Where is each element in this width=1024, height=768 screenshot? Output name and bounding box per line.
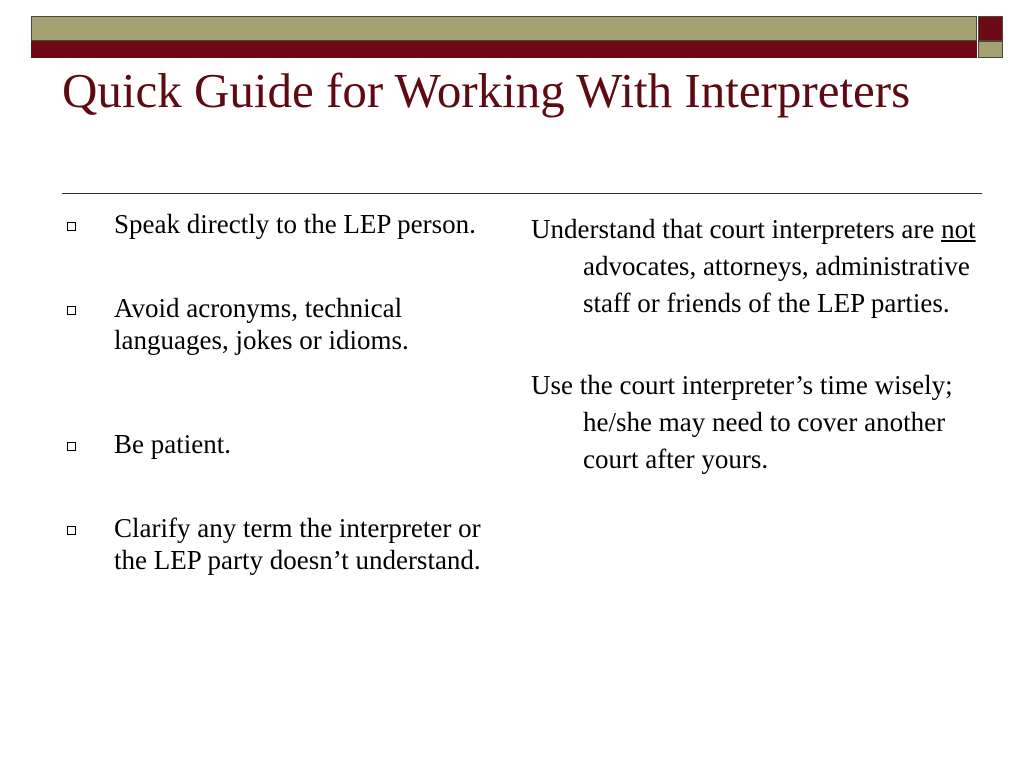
paragraph-text-start: Understand that court interpreters are — [531, 214, 942, 244]
hollow-square-bullet-icon — [67, 526, 76, 535]
court-interpreter-role-paragraph — [531, 211, 1001, 322]
bullet-text: Avoid acronyms, technical languages, jokes or idioms. — [114, 293, 409, 355]
paragraph-text-end: advocates, attorneys, administrative staff or friends of the LEP parties. — [583, 251, 970, 318]
hollow-square-bullet-icon — [67, 442, 76, 451]
left-bullet-list — [62, 208, 502, 576]
right-text-column — [531, 211, 1001, 478]
corner-square-maroon — [978, 16, 1003, 41]
banner-olive-stripe — [31, 16, 977, 41]
header-banner — [31, 16, 977, 58]
slide-title: Quick Guide for Working With Interpreters — [62, 63, 911, 118]
corner-square-olive — [978, 41, 1003, 58]
list-item — [62, 428, 502, 460]
bullet-text: Clarify any term the interpreter or the LEP party doesn’t understand. — [114, 513, 481, 575]
title-divider — [62, 193, 982, 194]
list-item — [62, 292, 502, 356]
hollow-square-bullet-icon — [67, 306, 76, 315]
list-item — [62, 208, 502, 240]
bullet-text: Speak directly to the LEP person. — [114, 209, 476, 239]
hollow-square-bullet-icon — [67, 222, 76, 231]
interpreter-time-paragraph: Use the court interpreter’s time wisely; he/she may need to cover another court after yours. — [531, 370, 953, 474]
list-item — [62, 512, 502, 576]
bullet-text: Be patient. — [114, 429, 231, 459]
underlined-emphasis: not — [941, 214, 976, 244]
